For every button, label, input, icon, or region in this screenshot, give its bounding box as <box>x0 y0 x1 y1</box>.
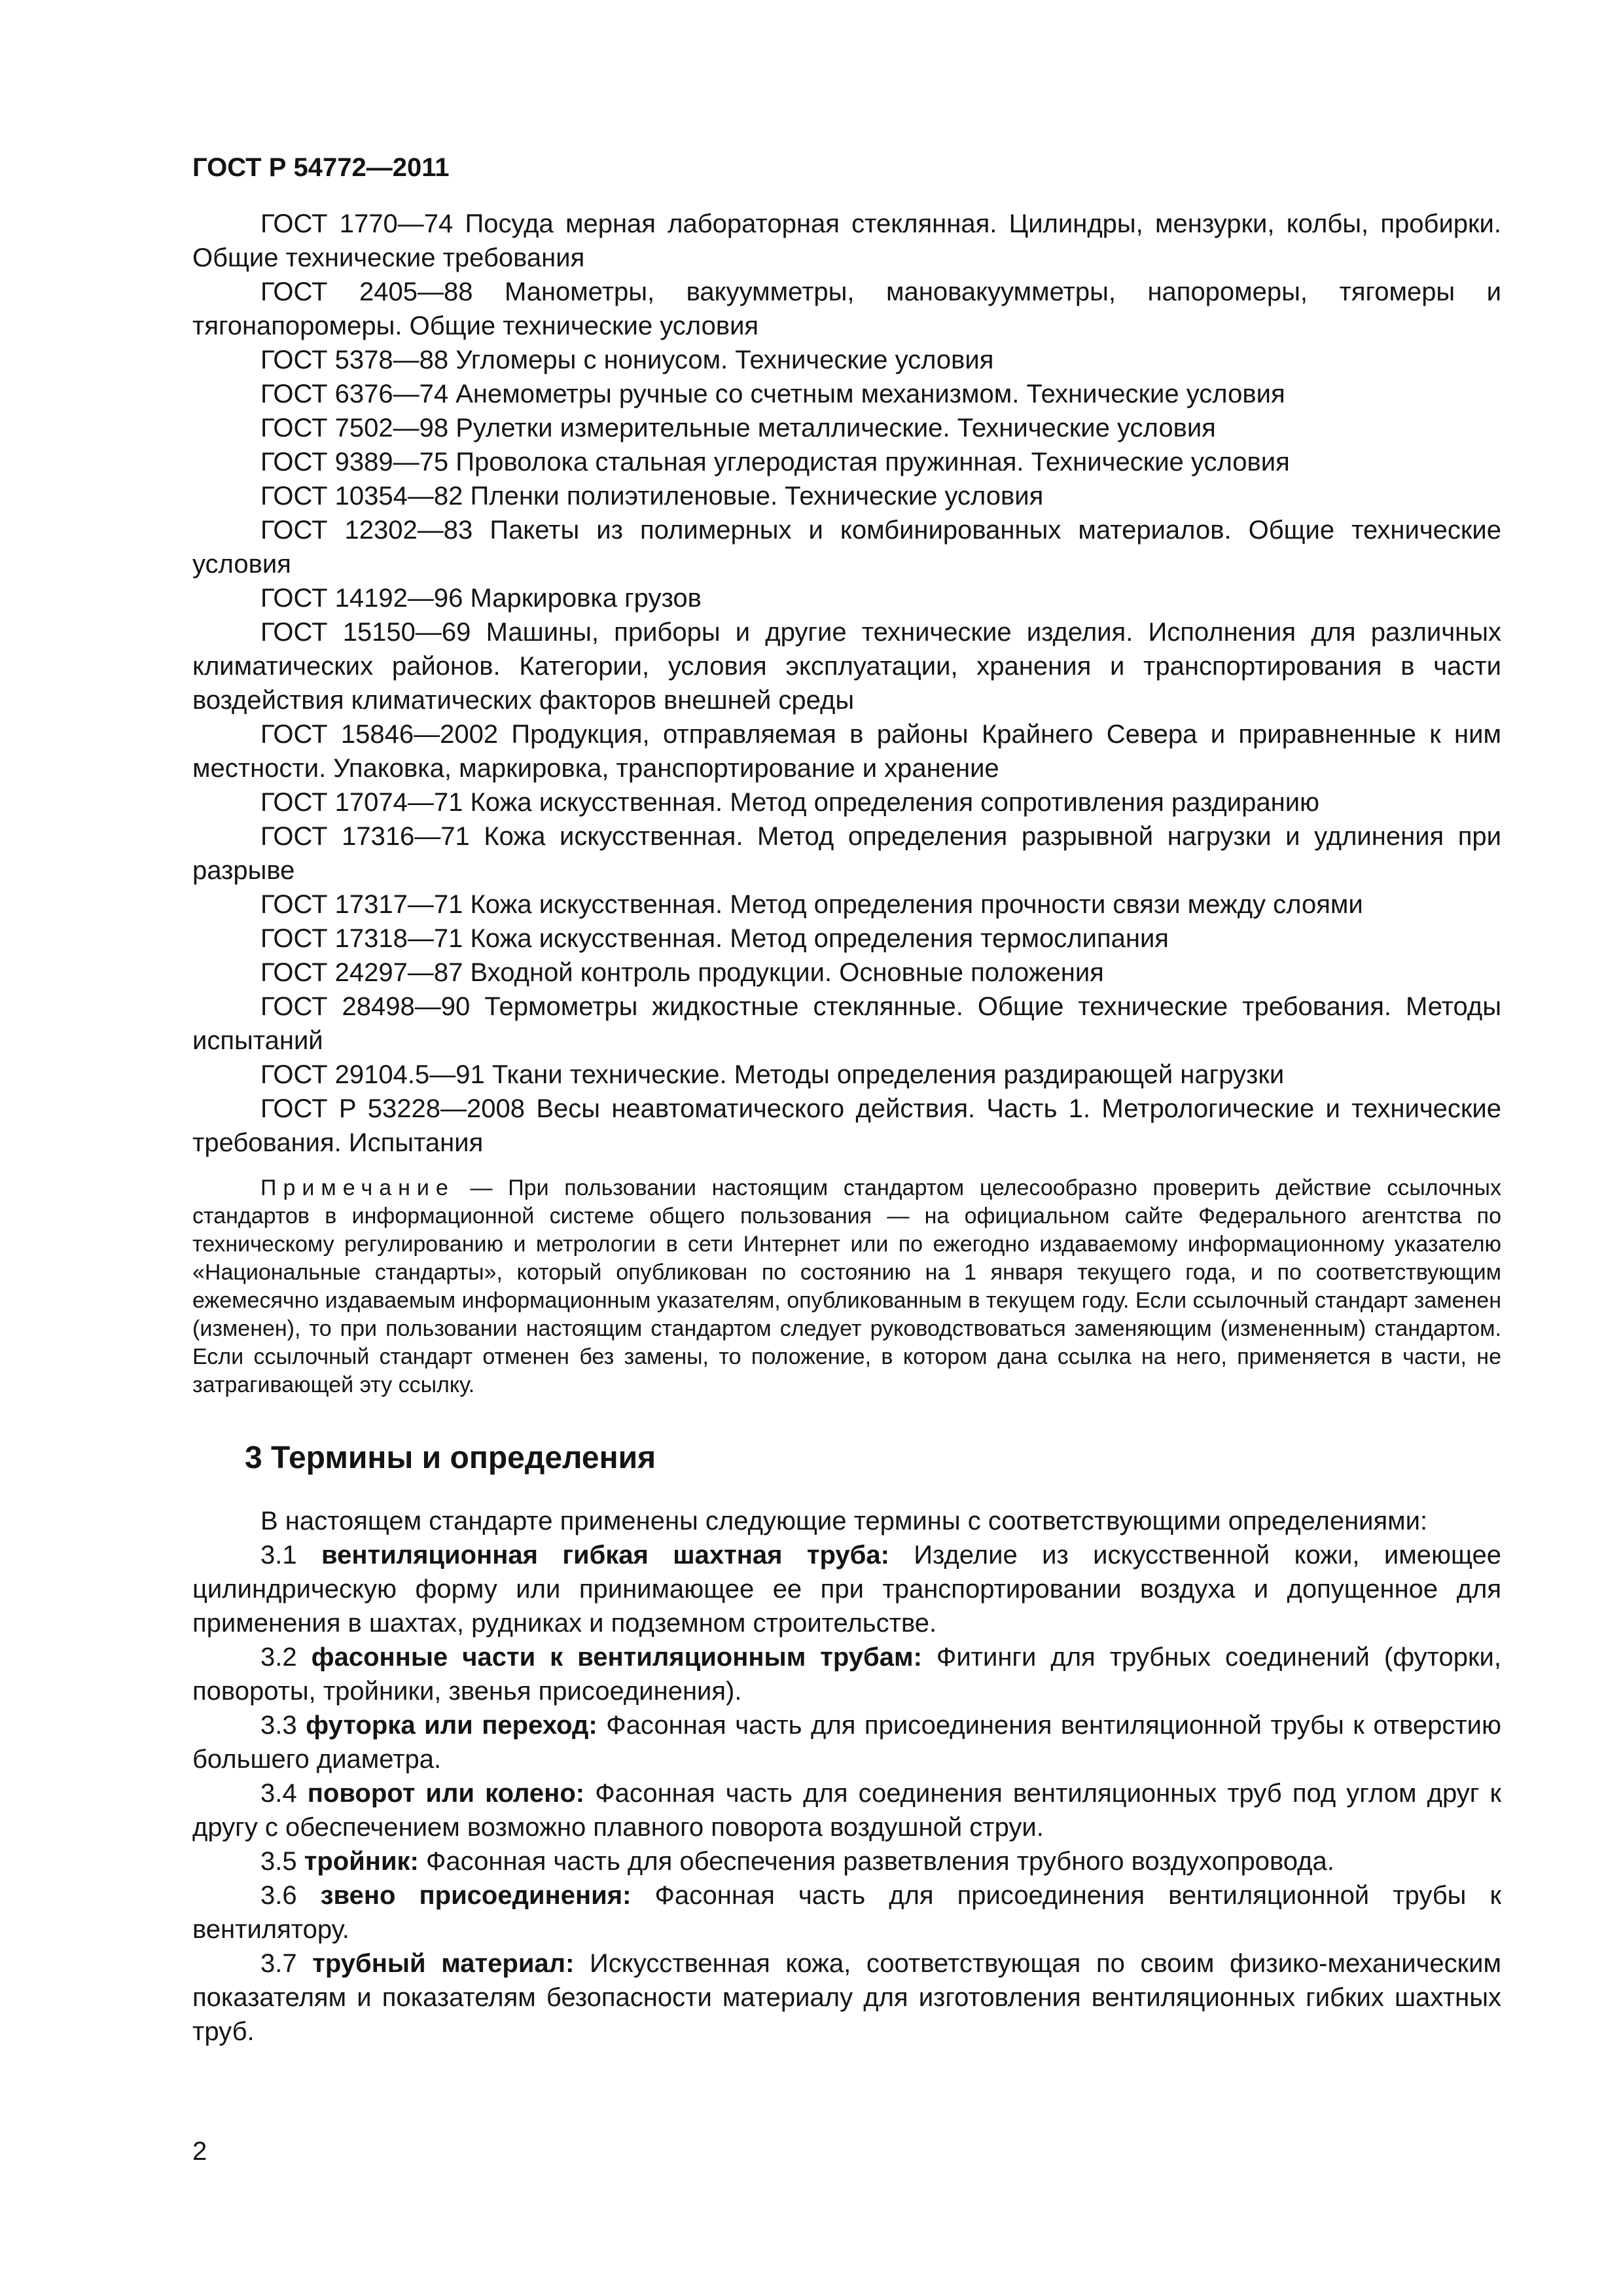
term-name: звено присоединения: <box>320 1881 632 1910</box>
note-text: — При пользовании настоящим стандартом целесообразно проверить действие ссылочных стандартов в информационной системе общего пользования — на официальном сайте Федерального агентства по техническому регулированию и метрологии в сети Интернет или по ежегодно издаваемому информационному указателю «Национальные стандарты», который опубликован по состоянию на 1 января текущего года, и по соответствующим ежемесячно издаваемым информационным указателям, опубликованным в текущем году. Если ссылочный стандарт заменен (изменен), то при пользовании настоящим стандартом следует руководствоваться заменяющим (измененным) стандартом. Если ссылочный стандарт отменен без замены, то положение, в котором дана ссылка на него, применяется в части, не затрагивающей эту ссылку. <box>192 1175 1501 1397</box>
page-number: 2 <box>192 2137 207 2166</box>
term-definition: Фасонная часть для обеспечения разветвления трубного воздухопровода. <box>426 1847 1334 1876</box>
reference-title: Кожа искусственная. Метод определения сопротивления раздиранию <box>470 788 1320 817</box>
reference-item <box>192 888 1501 922</box>
term-number: 3.3 <box>260 1711 297 1740</box>
reference-title: Ткани технические. Методы определения раздирающей нагрузки <box>491 1060 1285 1089</box>
reference-code: ГОСТ 6376—74 <box>260 380 449 408</box>
reference-code: ГОСТ 2405—88 <box>260 278 473 306</box>
term-item <box>192 1878 1501 1946</box>
reference-code: ГОСТ 17317—71 <box>260 890 463 919</box>
term-number: 3.4 <box>260 1779 297 1808</box>
reference-code: ГОСТ Р 53228—2008 <box>260 1094 526 1123</box>
reference-code: ГОСТ 24297—87 <box>260 958 463 987</box>
reference-item <box>192 956 1501 990</box>
reference-item <box>192 411 1501 445</box>
term-definition: Изделие из искусственной кожи, имеющее цилиндрическую форму или принимающее ее при транспортировании воздуха и допущенное для применения в шахтах, рудниках и подземном строительстве. <box>192 1541 1501 1638</box>
reference-title: Весы неавтоматического действия. Часть 1. Метрологические и технические требования. Испытания <box>192 1094 1501 1157</box>
reference-code: ГОСТ 12302—83 <box>260 516 473 545</box>
document-page <box>192 151 1501 2049</box>
reference-title: Пленки полиэтиленовые. Технические условия <box>470 482 1044 511</box>
reference-title: Пакеты из полимерных и комбинированных материалов. Общие технические условия <box>192 516 1501 579</box>
reference-title: Проволока стальная углеродистая пружинная. Технические условия <box>455 448 1290 476</box>
term-name: трубный материал: <box>312 1949 575 1978</box>
term-item <box>192 1776 1501 1844</box>
term-definition: Фасонная часть для присоединения вентиляционной трубы к вентилятору. <box>192 1881 1501 1944</box>
reference-code: ГОСТ 29104.5—91 <box>260 1060 485 1089</box>
reference-title: Манометры, вакуумметры, мановакуумметры, напоромеры, тягомеры и тягонапоромеры. Общие технические условия <box>192 278 1501 340</box>
terms-intro: В настоящем стандарте применены следующие термины с соответствующими определениями: <box>260 1507 1428 1535</box>
term-name: поворот или колено: <box>307 1779 585 1808</box>
term-item <box>192 1538 1501 1640</box>
reference-item <box>192 1092 1501 1160</box>
reference-title: Посуда мерная лабораторная стеклянная. Цилиндры, мензурки, колбы, пробирки. Общие технические требования <box>192 209 1501 272</box>
reference-item <box>192 819 1501 888</box>
reference-code: ГОСТ 1770—74 <box>260 209 454 238</box>
reference-code: ГОСТ 15846—2002 <box>260 720 499 749</box>
term-name: футорка или переход: <box>306 1711 597 1740</box>
term-number: 3.2 <box>260 1643 297 1672</box>
reference-title: Кожа искусственная. Метод определения прочности связи между слоями <box>470 890 1363 919</box>
reference-title: Кожа искусственная. Метод определения термослипания <box>470 924 1169 953</box>
reference-title: Термометры жидкостные стеклянные. Общие технические требования. Методы испытаний <box>192 992 1501 1055</box>
reference-code: ГОСТ 17074—71 <box>260 788 463 817</box>
reference-title: Анемометры ручные со счетным механизмом. Технические условия <box>455 380 1285 408</box>
terms-list <box>192 1504 1501 2049</box>
section-title: 3 Термины и определения <box>245 1441 656 1475</box>
term-item <box>192 1708 1501 1776</box>
reference-item <box>192 275 1501 343</box>
reference-title: Маркировка грузов <box>470 584 702 613</box>
document-header: ГОСТ Р 54772—2011 <box>192 153 450 182</box>
reference-code: ГОСТ 17316—71 <box>260 822 470 851</box>
term-number: 3.5 <box>260 1847 297 1876</box>
term-definition: Фасонная часть для присоединения вентиляционной трубы к отверстию большего диаметра. <box>192 1711 1502 1774</box>
term-definition: Фасонная часть для соединения вентиляционных труб под углом друг к другу с обеспечением возможно плавного поворота воздушной струи. <box>192 1779 1502 1842</box>
references-list <box>192 207 1501 1160</box>
reference-code: ГОСТ 15150—69 <box>260 618 471 647</box>
reference-code: ГОСТ 17318—71 <box>260 924 463 953</box>
reference-item <box>192 717 1501 785</box>
reference-item <box>192 513 1501 581</box>
reference-code: ГОСТ 28498—90 <box>260 992 471 1021</box>
reference-code: ГОСТ 10354—82 <box>260 482 463 511</box>
reference-title: Кожа искусственная. Метод определения разрывной нагрузки и удлинения при разрыве <box>192 822 1501 885</box>
reference-item <box>192 990 1501 1058</box>
reference-code: ГОСТ 7502—98 <box>260 414 449 442</box>
reference-item <box>192 445 1501 479</box>
term-definition: Искусственная кожа, соответствующая по своим физико-механическим показателям и показателям безопасности материалу для изготовления вентиляционных гибких шахтных труб. <box>192 1949 1501 2046</box>
term-item <box>192 1640 1501 1708</box>
note-label: Примечание <box>260 1175 455 1200</box>
reference-title: Угломеры с нониусом. Технические условия <box>455 346 994 374</box>
term-number: 3.1 <box>260 1541 297 1570</box>
reference-item <box>192 207 1501 275</box>
term-name: вентиляционная гибкая шахтная труба: <box>321 1541 889 1570</box>
note-paragraph <box>192 1174 1501 1399</box>
reference-item <box>192 479 1501 513</box>
reference-code: ГОСТ 5378—88 <box>260 346 449 374</box>
reference-item <box>192 785 1501 819</box>
term-number: 3.7 <box>260 1949 297 1978</box>
term-name: фасонные части к вентиляционным трубам: <box>311 1643 922 1672</box>
term-definition: Фитинги для трубных соединений (футорки, повороты, тройники, звенья присоединения). <box>192 1643 1501 1706</box>
term-item <box>192 1946 1501 2049</box>
reference-item <box>192 581 1501 615</box>
reference-item <box>192 343 1501 377</box>
term-number: 3.6 <box>260 1881 297 1910</box>
reference-item <box>192 922 1501 956</box>
reference-title: Входной контроль продукции. Основные положения <box>470 958 1104 987</box>
reference-title: Рулетки измерительные металлические. Технические условия <box>455 414 1216 442</box>
reference-title: Продукция, отправляемая в районы Крайнего Севера и приравненные к ним местности. Упаковка, маркировка, транспортирование и хранение <box>192 720 1501 783</box>
reference-code: ГОСТ 9389—75 <box>260 448 449 476</box>
reference-item <box>192 1058 1501 1092</box>
term-name: тройник: <box>304 1847 419 1876</box>
reference-item <box>192 377 1501 411</box>
term-item <box>192 1844 1501 1878</box>
reference-item <box>192 615 1501 717</box>
reference-title: Машины, приборы и другие технические изделия. Исполнения для различных климатических районов. Категории, условия эксплуатации, хранения и транспортирования в части воздействия климатических факторов внешней среды <box>192 618 1502 715</box>
reference-code: ГОСТ 14192—96 <box>260 584 463 613</box>
